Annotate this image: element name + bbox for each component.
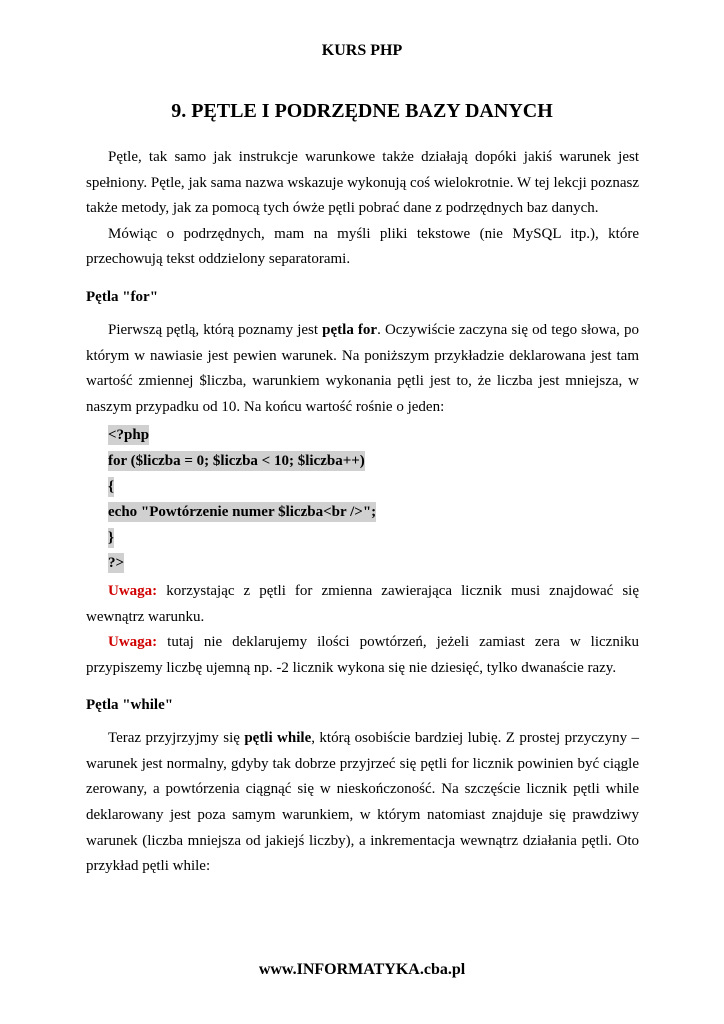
intro-paragraph-1: Pętle, tak samo jak instrukcje warunkowe także działają dopóki jakiś warunek jest spełniony. Pętle, jak sama nazwa wskazuje wykonują coś wielokrotnie. W tej lekcji poznasz także metody, jak za pomocą tych ówże pętli pobrać dane z podrzędnych baz danych. — [86, 149, 639, 217]
while-loop-paragraph — [86, 726, 639, 880]
while-loop-text-start: Teraz przyjrzyjmy się — [108, 730, 245, 747]
for-loop-keyword: pętla for — [322, 321, 378, 338]
warning-note-1 — [86, 579, 639, 630]
while-loop-text-end: , którą osobiście bardziej lubię. Z prostej przyczyny – warunek jest normalny, gdyby tak dobrze przyjrzeć się pętli for licznik powinien być ciągle zerowany, a powtórzenia ciągnąć się w nieskończoność. Na szczęście licznik pętli while deklarowany jest poza samym warunkiem, w którym natomiast znajduje się prawdziwy warunek (liczba mniejsza od jakiejś liczby), a inkrementacja wewnątrz działania pętli. Oto przykład pętli while: — [86, 730, 639, 875]
warning-note-2 — [86, 630, 639, 681]
code-block — [108, 425, 639, 573]
page-title: 9. PĘTLE I PODRZĘDNE BAZY DANYCH — [171, 100, 553, 122]
document-body — [86, 145, 639, 880]
while-loop-heading: Pętla "while" — [86, 697, 174, 714]
warning-label: Uwaga: — [108, 634, 158, 651]
for-loop-paragraph — [86, 318, 639, 420]
page-header: KURS PHP — [321, 42, 403, 59]
warning-text: korzystając z pętli for zmienna zawierająca licznik musi znajdować się wewnątrz warunku. — [86, 582, 639, 625]
while-loop-keyword: pętli while — [244, 730, 312, 747]
code-line: <?php — [108, 427, 150, 444]
for-loop-text-start: Pierwszą pętlą, którą poznamy jest — [108, 321, 323, 338]
code-line: echo "Powtórzenie numer $liczba<br />"; — [108, 504, 377, 521]
code-line: for ($liczba = 0; $liczba < 10; $liczba++) — [108, 452, 365, 469]
for-loop-text-end: . Oczywiście zaczyna się od tego słowa, po którym w nawiasie jest pewien warunek. Na poniższym przykładzie deklarowana jest tam wartość zmiennej $liczba, warunkiem wykonania pętli jest to, że liczba jest mniejsza, w naszym przypadku od 10. Na końcu wartość rośnie o jeden: — [86, 321, 639, 415]
for-loop-heading: Pętla "for" — [86, 288, 159, 305]
code-line: } — [108, 529, 114, 546]
warning-text: tutaj nie deklarujemy ilości powtórzeń, jeżeli zamiast zera w liczniku przypiszemy liczbę ujemną np. -2 licznik wykona się nie dziesięć, tylko dwanaście razy. — [86, 634, 639, 676]
footer-site-url: www.INFORMATYKA.cba.pl — [258, 961, 466, 978]
warning-label: Uwaga: — [108, 582, 158, 599]
code-line: ?> — [108, 555, 125, 572]
intro-paragraph-2: Mówiąc o podrzędnych, mam na myśli pliki tekstowe (nie MySQL itp.), które przechowują tekst oddzielony separatorami. — [86, 225, 639, 268]
code-line: { — [108, 478, 114, 495]
